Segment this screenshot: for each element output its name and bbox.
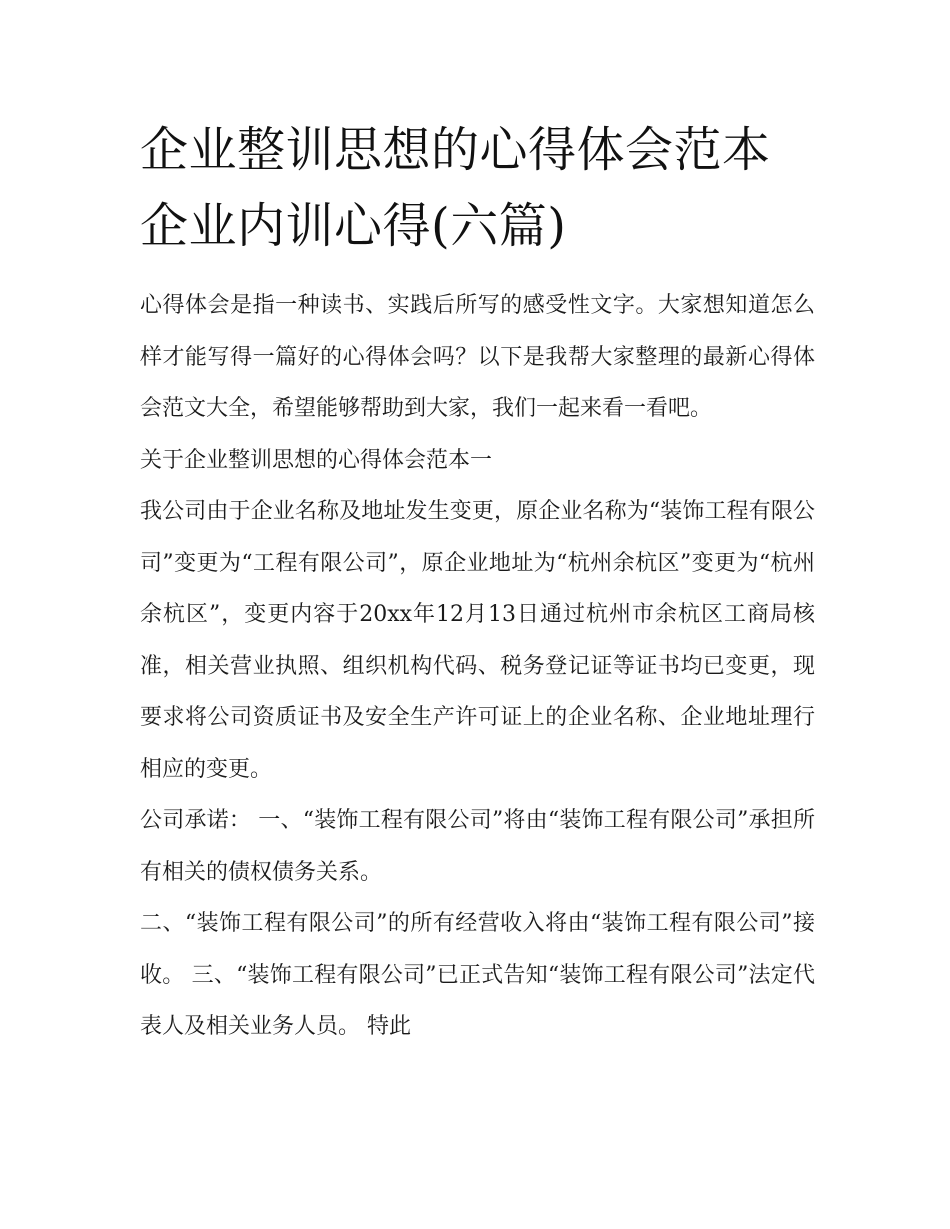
intro-paragraph: 心得体会是指一种读书、实践后所写的感受性文字。大家想知道怎么样才能写得一篇好的心得体会吗？以下是我帮大家整理的最新心得体会范文大全，希望能够帮助到大家，我们一起来看一看吧。 bbox=[140, 293, 815, 421]
body-paragraph-commitment: 公司承诺： 一、“装饰工程有限公司”将由“装饰工程有限公司”承担所有相关的债权债务关系。 bbox=[140, 808, 815, 885]
body-paragraph-change-notice: 我公司由于企业名称及地址发生变更，原企业名称为“装饰工程有限公司”变更为“工程有限公司”，原企业地址为“杭州余杭区”变更为“杭州余杭区”，变更内容于20xx年12月13日通过杭州市余杭区工商局核准，相关营业执照、组织机构代码、税务登记证等证书均已变更，现要求将公司资质证书及安全生产许可证上的企业名称、企业地址理行相应的变更。 bbox=[140, 499, 815, 782]
document-page bbox=[140, 112, 815, 1053]
section-heading: 关于企业整训思想的心得体会范本一 bbox=[140, 447, 493, 473]
body-paragraph-income: 二、“装饰工程有限公司”的所有经营收入将由“装饰工程有限公司”接收。 三、“装饰工程有限公司”已正式告知“装饰工程有限公司”法定代表人及相关业务人员。 特此 bbox=[140, 911, 815, 1039]
document-title bbox=[140, 112, 815, 264]
title-line-2: 企业内训心得(六篇) bbox=[140, 198, 567, 254]
title-line-1: 企业整训思想的心得体会范本 bbox=[140, 122, 771, 178]
